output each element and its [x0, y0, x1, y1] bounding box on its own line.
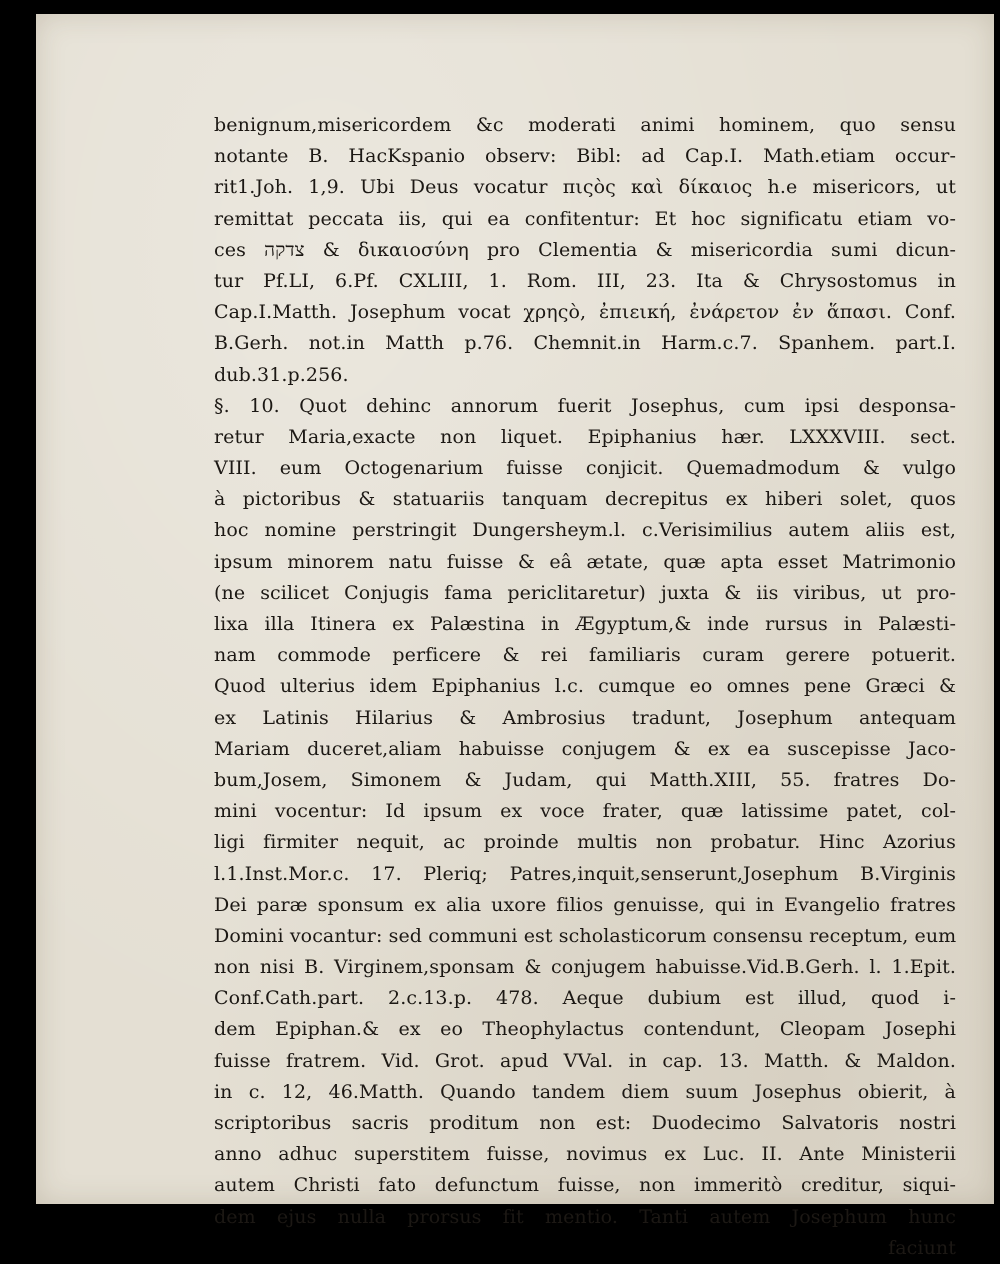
text-line: hoc nomine perstringit Dungersheym.l. c.Verisimilius autem aliis est,	[214, 519, 956, 542]
text-line: l.1.Inst.Mor.c. 17. Pleriq; Patres,inquit,senserunt,Josephum B.Virginis	[214, 862, 956, 885]
catchword: faciunt	[888, 1236, 956, 1259]
text-line: rit1.Joh. 1,9. Ubi Deus vocatur πιςὸς καὶ δίκαιος h.e misericors, ut	[214, 176, 956, 199]
text-line: notante B. HacKspanio observ: Bibl: ad Cap.I. Math.etiam occur-	[214, 145, 956, 168]
text-line: bum,Josem, Simonem & Judam, qui Matth.XIII, 55. fratres Do-	[214, 768, 956, 791]
text-block	[214, 110, 956, 1264]
text-line: ligi firmiter nequit, ac proinde multis non probatur. Hinc Azorius	[214, 831, 956, 854]
text-line: lixa illa Itinera ex Palæstina in Ægyptum,& inde rursus in Palæsti-	[214, 613, 956, 635]
text-line: tur Pf.LI, 6.Pf. CXLIII, 1. Rom. III, 23. Ita & Chrysostomus in	[214, 269, 956, 292]
text-line: §. 10. Quot dehinc annorum fuerit Josephus, cum ipsi desponsa-	[214, 394, 956, 417]
text-line: dem ejus nulla prorsus fit mentio. Tanti autem Josephum hunc	[214, 1205, 956, 1228]
text-line: autem Christi fato defunctum fuisse, non immeritò creditur, siqui-	[214, 1174, 956, 1197]
text-line: fuisse fratrem. Vid. Grot. apud VVal. in cap. 13. Matth. & Maldon.	[214, 1049, 956, 1072]
text-line: Domini vocantur: sed communi est scholasticorum consensu receptum, eum	[214, 924, 957, 947]
text-line: scriptoribus sacris proditum non est: Duodecimo Salvatoris nostri	[214, 1112, 956, 1134]
text-line: Dei paræ sponsum ex alia uxore filios genuisse, qui in Evangelio fratres	[214, 893, 956, 916]
text-line: Cap.I.Matth. Josephum vocat χρηςὸ, ἐπιεική, ἐνάρετον ἐν ἅπασι. Conf.	[214, 301, 956, 324]
text-line: retur Maria,exacte non liquet. Epiphanius hær. LXXXVIII. sect.	[214, 425, 956, 448]
text-line: à pictoribus & statuariis tanquam decrepitus ex hiberi solet, quos	[214, 488, 956, 511]
text-line: (ne scilicet Conjugis fama periclitaretur) juxta & iis viribus, ut pro-	[214, 581, 956, 604]
text-line: in c. 12, 46.Matth. Quando tandem diem suum Josephus obierit, à	[214, 1080, 956, 1103]
text-line: VIII. eum Octogenarium fuisse conjicit. Quemadmodum & vulgo	[214, 457, 956, 480]
text-line: non nisi B. Virginem,sponsam & conjugem habuisse.Vid.B.Gerh. l. 1.Epit.	[214, 956, 956, 979]
text-line: remittat peccata iis, qui ea confitentur: Et hoc significatu etiam vo-	[214, 207, 956, 230]
text-line: anno adhuc superstitem fuisse, novimus ex Luc. II. Ante Ministerii	[214, 1143, 956, 1166]
book-page	[36, 14, 994, 1259]
text-line: nam commode perficere & rei familiaris curam gerere potuerit.	[214, 644, 956, 667]
text-line: benignum,misericordem &c moderati animi hominem, quo sensu	[214, 114, 956, 136]
text-line: mini vocentur: Id ipsum ex voce frater, quæ latissime patet, col-	[214, 800, 956, 823]
text-line: Quod ulterius idem Epiphanius l.c. cumque eo omnes pene Græci &	[214, 675, 956, 698]
text-line: ces צדקה & δικαιοσύνη pro Clementia & misericordia sumi dicun-	[214, 238, 957, 261]
text-line: ex Latinis Hilarius & Ambrosius tradunt, Josephum antequam	[214, 706, 956, 729]
text-line: dub.31.p.256.	[214, 363, 349, 386]
text-line: Conf.Cath.part. 2.c.13.p. 478. Aeque dubium est illud, quod i-	[214, 987, 956, 1010]
text-line: B.Gerh. not.in Matth p.76. Chemnit.in Harm.c.7. Spanhem. part.I.	[214, 332, 956, 355]
text-line: ipsum minorem natu fuisse & eâ ætate, quæ apta esset Matrimonio	[214, 550, 956, 573]
text-line: Mariam duceret,aliam habuisse conjugem & ex ea suscepisse Jaco-	[214, 737, 956, 760]
text-line: dem Epiphan.& ex eo Theophylactus contendunt, Cleopam Josephi	[214, 1018, 956, 1041]
